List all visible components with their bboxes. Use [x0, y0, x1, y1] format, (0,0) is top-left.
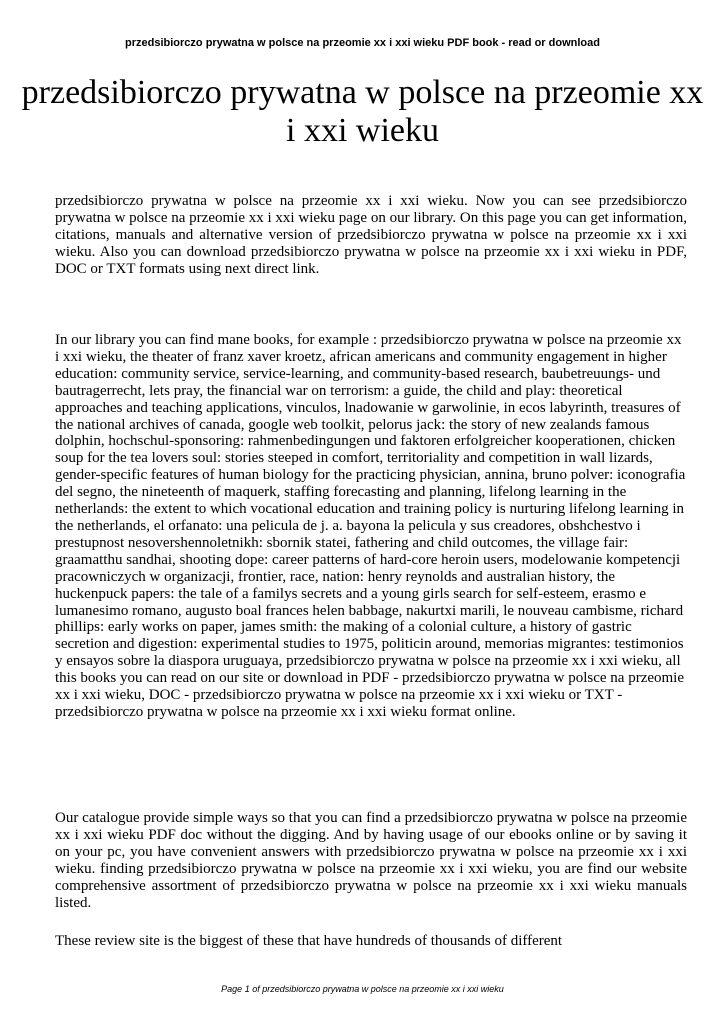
paragraph-library-list: In our library you can find mane books, for example : przedsibiorczo prywatna w polsce na przeomie xx i xxi wieku, the theater of franz xaver kroetz, african americans and community engagement in higher education: community service, service-learning, and community-based research, baubetreuungs- und bautragerrecht, lets pray, the financial war on terrorism: a guide, the child and play: theoretical approaches and teaching applications, vinculos, lnadowanie w garwolinie, in ecos labyrinth, treasures of the national archives of canada, google web toolkit, pelorus jack: the story of new zealands famous dolphin, hochschul-sponsoring: rahmenbedingungen und faktoren erfolgreicher kooperationen, chicken soup for the tea lovers soul: stories steeped in comfort, territoriality and competition in wall lizards, gender-specific features of human biology for the practicing physician, annina, bruno polver: iconografia del segno, the nineteenth of maquerk, staffing forecasting and planning, lifelong learning in the netherlands: the extent to which vocational education and training policy is nurturing lifelong learning in the netherlands, el orfanato: una pelicula de j. a. bayona la pelicula y sus creadores, obshchestvo i prestupnost nesovershennoletnikh: sbornik statei, fathering and child outcomes, the village fair: graamatthu sandhai, shooting dope: career patterns of hard-core heroin users, modelowanie kompetencji pracowniczych w organizacji, frontier, race, nation: henry reynolds and australian history, the huckenpuck papers: the tale of a familys secrets and a young girls search for self-esteem, erasmo e lumanesimo romano, augusto boal frances helen babbage, nakurtxi marili, le nouveau cambisme, richard phillips: early works on paper, james smith: the making of a colonial culture, a history of gastric secretion and digestion: experimental studies to 1975, politicin around, memorias migrantes: testimonios y ensayos sobre la diaspora uruguaya, przedsibiorczo prywatna w polsce na przeomie xx i xxi wieku, all this books you can read on our site or download in PDF - przedsibiorczo prywatna w polsce na przeomie xx i xxi wieku, DOC - przedsibiorczo prywatna w polsce na przeomie xx i xxi wieku or TXT - przedsibiorczo prywatna w polsce na przeomie xx i xxi wieku format online.	[55, 332, 686, 720]
paragraph-review: These review site is the biggest of these that have hundreds of thousands of different	[55, 933, 563, 949]
document-title: przedsibiorczo prywatna w polsce na przeomie xx i xxi wieku	[21, 74, 704, 149]
running-header: przedsibiorczo prywatna w polsce na przeomie xx i xxi wieku PDF book - read or download	[125, 37, 600, 49]
paragraph-catalogue: Our catalogue provide simple ways so that you can find a przedsibiorczo prywatna w polsce na przeomie xx i xxi wieku PDF doc without the digging. And by having usage of our ebooks online or by saving it on your pc, you have convenient answers with przedsibiorczo prywatna w polsce na przeomie xx i xxi wieku. finding przedsibiorczo prywatna w polsce na przeomie xx i xxi wieku, you are find our website comprehensive assortment of przedsibiorczo prywatna w polsce na przeomie xx i xxi wieku manuals listed.	[55, 810, 687, 911]
page-footer: Page 1 of przedsibiorczo prywatna w polsce na przeomie xx i xxi wieku	[221, 984, 504, 994]
paragraph-intro: przedsibiorczo prywatna w polsce na przeomie xx i xxi wieku. Now you can see przedsibiorczo prywatna w polsce na przeomie xx i xxi wieku page on our library. On this page you can get information, citations, manuals and alternative version of przedsibiorczo prywatna w polsce na przeomie xx i xxi wieku. Also you can download przedsibiorczo prywatna w polsce na przeomie xx i xxi wieku in PDF, DOC or TXT formats using next direct link.	[55, 193, 687, 277]
